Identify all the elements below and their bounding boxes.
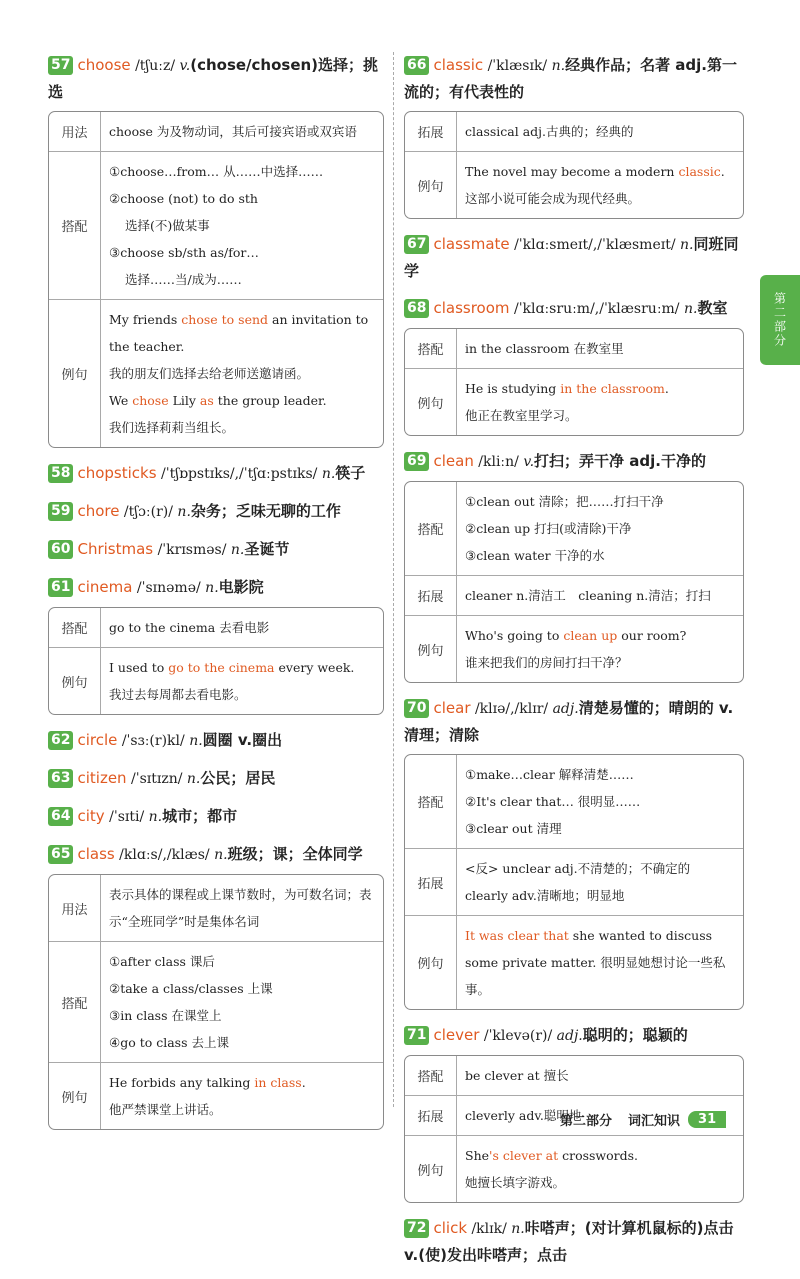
line-text: ④go to class 去上课 [109, 1035, 229, 1050]
entry-part-of-speech: n. [214, 847, 228, 863]
usage-row [49, 112, 383, 151]
entry-number-badge: 61 [48, 578, 73, 597]
usage-table [404, 328, 744, 436]
entry-word: chore [77, 502, 120, 520]
usage-line [465, 1062, 735, 1089]
entry-headword [48, 574, 384, 601]
usage-row-content [457, 329, 743, 368]
line-text-rest: an invitation to the teacher. [109, 312, 369, 354]
line-text: ③clear out 清理 [465, 821, 562, 836]
entry-part-of-speech: n. [148, 809, 163, 825]
highlight-phrase: clean up [563, 628, 618, 643]
vocab-entry [404, 448, 744, 683]
usage-line [109, 1029, 375, 1056]
entry-phonetic: /ˈklɑːsruːm/,/ˈklæsruːm/ [509, 301, 684, 317]
line-text-rest: Lily [168, 393, 200, 408]
line-text: My friends [109, 312, 182, 327]
entry-headword [404, 1215, 744, 1268]
usage-line [465, 542, 735, 569]
entry-word: clever [433, 1026, 480, 1044]
entry-number-badge: 59 [48, 502, 73, 521]
footer-section: 第二部分 [560, 1113, 613, 1129]
usage-line [465, 1169, 735, 1196]
usage-line [465, 815, 735, 842]
usage-row-content [457, 755, 743, 848]
entry-phonetic: /ˈsɪnəmə/ [132, 580, 206, 596]
entry-definition: 聪明的；聪颖的 [582, 1026, 688, 1044]
entry-word: city [77, 807, 105, 825]
line-text: We [109, 393, 133, 408]
line-text-rest: she wanted to discuss some private matter. 很明显她想讨论一些私事。 [465, 928, 726, 997]
entry-part-of-speech: n. [177, 504, 191, 520]
usage-row [405, 1056, 743, 1095]
usage-row-content [457, 849, 743, 915]
line-text: ②clean up 打扫(或清除)干净 [465, 521, 632, 536]
line-text: ③clean water 干净的水 [465, 548, 605, 563]
usage-table [404, 481, 744, 683]
entry-definition: 城市；都市 [162, 807, 238, 825]
usage-row [405, 368, 743, 435]
usage-row-label: 拓展 [405, 1096, 457, 1135]
entry-number-badge: 72 [404, 1219, 429, 1238]
usage-row [49, 299, 383, 447]
entry-part-of-speech: n. [680, 237, 694, 253]
line-text: 我们选择莉莉当组长。 [109, 420, 235, 435]
entry-definition: 圆圈 v.圈出 [202, 731, 283, 749]
vocab-entry [404, 1215, 744, 1268]
entry-phonetic: /tʃuːz/ [130, 58, 180, 74]
usage-line [109, 212, 375, 239]
entry-headword [404, 1022, 744, 1049]
entry-word: Christmas [77, 540, 154, 558]
highlight-phrase: as [199, 393, 214, 408]
usage-row [49, 151, 383, 299]
entry-definition: 经典作品；名著 adj.第一流的；有代表性的 [404, 56, 737, 101]
entry-phonetic: /klɪk/ [467, 1221, 512, 1237]
entry-part-of-speech: adj. [552, 701, 579, 717]
entry-phonetic: /ˈsɜː(r)kl/ [117, 733, 190, 749]
usage-table [48, 111, 384, 448]
usage-row-label: 搭配 [405, 755, 457, 848]
line-text: go to the cinema 去看电影 [109, 620, 270, 635]
line-text: clearly adv.清晰地；明显地 [465, 888, 625, 903]
usage-line [465, 788, 735, 815]
usage-row-content [101, 648, 383, 714]
highlight-phrase: 's clever at [489, 1148, 559, 1163]
usage-row [49, 608, 383, 647]
usage-row-label: 例句 [405, 916, 457, 1009]
entry-headword [48, 460, 384, 487]
usage-row [405, 112, 743, 151]
line-text: ②It's clear that… 很明显…… [465, 794, 641, 809]
usage-table [404, 111, 744, 219]
usage-line [465, 622, 735, 649]
line-text: 表示具体的课程或上课节数时，为可数名词；表示“全班同学”时是集体名词 [109, 887, 372, 929]
usage-row-content [457, 576, 743, 615]
entry-headword [48, 803, 384, 830]
usage-row-label: 例句 [49, 1063, 101, 1129]
vocab-entry [48, 52, 384, 448]
usage-row-label: 搭配 [405, 1056, 457, 1095]
usage-row-label: 搭配 [405, 482, 457, 575]
entry-part-of-speech: n. [511, 1221, 525, 1237]
line-text-rest: the group leader. [213, 393, 327, 408]
entry-phonetic: /ˈklevə(r)/ [479, 1028, 557, 1044]
usage-line [465, 922, 735, 1003]
entry-headword [404, 52, 744, 105]
usage-line [109, 158, 375, 185]
line-text: ①make…clear 解释清楚…… [465, 767, 634, 782]
line-text: <反> unclear adj.不清楚的；不确定的 [465, 861, 691, 876]
usage-row-content [101, 608, 383, 647]
usage-line [465, 649, 735, 676]
usage-row [49, 875, 383, 941]
line-text: cleverly adv.聪明地 [465, 1108, 582, 1123]
entry-word: cinema [77, 578, 133, 596]
usage-row-label: 搭配 [49, 942, 101, 1062]
left-column [48, 52, 384, 1142]
usage-row-content [457, 112, 743, 151]
vocab-entry [404, 695, 744, 1010]
entry-definition: 电影院 [218, 578, 264, 596]
entry-phonetic: /ˈtʃɒpstɪks/,/ˈtʃɑːpstɪks/ [156, 466, 322, 482]
highlight-phrase: chose to send [181, 312, 269, 327]
entry-phonetic: /klɑːs/,/klæs/ [114, 847, 215, 863]
entry-number-badge: 68 [404, 299, 429, 318]
entry-part-of-speech: n. [186, 771, 201, 787]
usage-table [48, 607, 384, 715]
vocab-entry [404, 52, 744, 219]
usage-table [404, 754, 744, 1010]
entry-definition: 筷子 [335, 464, 366, 482]
line-text: 选择(不)做某事 [125, 218, 210, 233]
entry-word: click [433, 1219, 467, 1237]
line-text-rest: our room? [617, 628, 687, 643]
entry-headword [48, 765, 384, 792]
usage-row [49, 941, 383, 1062]
page-footer [560, 1108, 726, 1130]
usage-row [405, 915, 743, 1009]
entry-part-of-speech: n. [205, 580, 219, 596]
highlight-phrase: in the classroom [560, 381, 665, 396]
entry-part-of-speech: v. [523, 454, 535, 470]
line-text: ③choose sb/sth as/for… [109, 245, 259, 260]
entry-part-of-speech: adj. [556, 1028, 583, 1044]
usage-row-content [101, 1063, 383, 1129]
usage-line [109, 239, 375, 266]
usage-line [465, 882, 735, 909]
entry-definition: 公民；居民 [200, 769, 276, 787]
usage-row-content [101, 300, 383, 447]
entry-phonetic: /ˈklɑːsmeɪt/,/ˈklæsmeɪt/ [509, 237, 681, 253]
line-text-rest: crosswords. [558, 1148, 639, 1163]
entry-headword [48, 536, 384, 563]
entry-number-badge: 60 [48, 540, 73, 559]
usage-row-content [457, 152, 743, 218]
vocab-entry [48, 803, 384, 830]
usage-line [465, 118, 735, 145]
usage-row-label: 拓展 [405, 576, 457, 615]
line-text: 选择……当/成为…… [125, 272, 242, 287]
entry-word: citizen [77, 769, 127, 787]
usage-line [109, 185, 375, 212]
line-text: 这部小说可能会成为现代经典。 [465, 191, 641, 206]
line-text: ②take a class/classes 上课 [109, 981, 273, 996]
usage-line [109, 614, 375, 641]
usage-line [465, 582, 735, 609]
entry-number-badge: 69 [404, 452, 429, 471]
usage-row-label: 用法 [49, 112, 101, 151]
line-text: Who's going to [465, 628, 564, 643]
entry-number-badge: 70 [404, 699, 429, 718]
usage-line [109, 654, 375, 681]
vocab-entry [48, 460, 384, 487]
line-text: ③in class 在课堂上 [109, 1008, 222, 1023]
footer-title: 词汇知识 [628, 1113, 681, 1129]
line-text: 谁来把我们的房间打扫干净？ [465, 655, 628, 670]
entry-definition: 杂务；乏味无聊的工作 [190, 502, 341, 520]
usage-row [405, 329, 743, 368]
usage-line [465, 375, 735, 402]
vocab-entry [48, 765, 384, 792]
entry-word: classroom [433, 299, 510, 317]
usage-line [109, 1096, 375, 1123]
line-text-rest: . [664, 381, 669, 396]
entry-headword [404, 231, 744, 284]
line-text: ①after class 课后 [109, 954, 215, 969]
entry-headword [48, 841, 384, 868]
usage-row-content [457, 1136, 743, 1202]
line-text-rest: every week. [274, 660, 355, 675]
line-text: ②choose (not) to do sth [109, 191, 258, 206]
entry-number-badge: 66 [404, 56, 429, 75]
usage-row-content [101, 875, 383, 941]
vocab-entry [48, 574, 384, 715]
highlight-phrase: chose [132, 393, 169, 408]
usage-row [49, 647, 383, 714]
usage-row [405, 1135, 743, 1202]
entry-word: circle [77, 731, 118, 749]
usage-line [109, 414, 375, 441]
entry-definition: 同班同学 [404, 235, 739, 280]
usage-row-content [457, 616, 743, 682]
entry-part-of-speech: n. [551, 58, 566, 74]
usage-row [405, 615, 743, 682]
usage-row-label: 拓展 [405, 112, 457, 151]
entry-part-of-speech: n. [230, 542, 245, 558]
usage-row-content [101, 112, 383, 151]
highlight-phrase: in class [254, 1075, 302, 1090]
usage-line [465, 185, 735, 212]
entry-word: clean [433, 452, 474, 470]
usage-line [465, 515, 735, 542]
vocab-entry [404, 231, 744, 284]
usage-line [465, 761, 735, 788]
section-side-tab[interactable]: 第二部分 [760, 275, 800, 365]
usage-row-content [457, 482, 743, 575]
entry-word: classmate [433, 235, 510, 253]
vocab-entry [404, 295, 744, 436]
entry-headword [48, 498, 384, 525]
usage-row-content [457, 1056, 743, 1095]
usage-row-label: 例句 [405, 369, 457, 435]
usage-row [405, 575, 743, 615]
line-text: 我的朋友们选择去给老师送邀请函。 [109, 366, 310, 381]
usage-row-label: 搭配 [49, 152, 101, 299]
entry-definition: 班级；课；全体同学 [227, 845, 363, 863]
usage-table [48, 874, 384, 1130]
usage-row-content [457, 369, 743, 435]
entry-word: clear [433, 699, 471, 717]
line-text: in the classroom 在教室里 [465, 341, 624, 356]
entry-phonetic: /ˈkrɪsməs/ [153, 542, 231, 558]
entry-definition: 清楚易懂的；晴朗的 v.清理；清除 [404, 699, 734, 744]
usage-row [405, 848, 743, 915]
usage-row [405, 755, 743, 848]
line-text: 她擅长填字游戏。 [465, 1175, 566, 1190]
usage-row-label: 例句 [405, 152, 457, 218]
entry-definition: (chose/chosen)选择；挑选 [48, 56, 379, 101]
usage-row [405, 151, 743, 218]
usage-line [109, 1069, 375, 1096]
usage-row-content [101, 152, 383, 299]
line-text: I used to [109, 660, 169, 675]
usage-line [465, 488, 735, 515]
entry-number-badge: 64 [48, 807, 73, 826]
line-text: choose 为及物动词，其后可接宾语或双宾语 [109, 124, 357, 139]
entry-part-of-speech: n. [189, 733, 203, 749]
usage-line [465, 402, 735, 429]
line-text: 我过去每周都去看电影。 [109, 687, 247, 702]
entry-phonetic: /ˈsɪti/ [104, 809, 149, 825]
entry-headword [48, 52, 384, 105]
vocab-entry [48, 498, 384, 525]
usage-row-label: 拓展 [405, 849, 457, 915]
page-number: 31 [688, 1111, 726, 1128]
usage-row [405, 482, 743, 575]
usage-line [109, 975, 375, 1002]
usage-line [109, 681, 375, 708]
entry-part-of-speech: n. [683, 301, 698, 317]
entry-phonetic: /klɪə/,/klɪr/ [470, 701, 553, 717]
entry-definition: 打扫；弄干净 adj.干净的 [534, 452, 706, 470]
entry-part-of-speech: n. [321, 466, 336, 482]
entry-headword [404, 295, 744, 322]
entry-word: class [77, 845, 115, 863]
entry-part-of-speech: v. [179, 58, 191, 74]
usage-row-label: 例句 [405, 1136, 457, 1202]
entry-number-badge: 71 [404, 1026, 429, 1045]
entry-headword [48, 727, 384, 754]
usage-row-label: 搭配 [49, 608, 101, 647]
entry-phonetic: /kliːn/ [473, 454, 524, 470]
entry-phonetic: /ˈklæsɪk/ [483, 58, 552, 74]
line-text: 他正在教室里学习。 [465, 408, 578, 423]
line-text: The novel may become a modern [465, 164, 679, 179]
line-text: cleaner n.清洁工 cleaning n.清洁；打扫 [465, 588, 711, 603]
entry-phonetic: /tʃɔː(r)/ [119, 504, 178, 520]
line-text: 他严禁课堂上讲话。 [109, 1102, 222, 1117]
line-text: classical adj.古典的；经典的 [465, 124, 634, 139]
vocab-entry [48, 841, 384, 1130]
entry-number-badge: 57 [48, 56, 73, 75]
usage-line [465, 158, 735, 185]
usage-row-label: 用法 [49, 875, 101, 941]
line-text: ①clean out 清除；把……打扫干净 [465, 494, 664, 509]
line-text: She [465, 1148, 490, 1163]
usage-line [109, 266, 375, 293]
entry-definition: 咔嗒声；(对计算机鼠标的)点击 v.(使)发出咔嗒声；点击 [404, 1219, 734, 1264]
usage-line [109, 948, 375, 975]
usage-line [465, 1142, 735, 1169]
column-divider [393, 52, 394, 1107]
entry-headword [404, 695, 744, 748]
line-text: He forbids any talking [109, 1075, 255, 1090]
usage-row-label: 例句 [49, 648, 101, 714]
usage-line [109, 1002, 375, 1029]
entry-phonetic: /ˈsɪtɪzn/ [126, 771, 187, 787]
usage-row-content [457, 916, 743, 1009]
vocab-entry [48, 727, 384, 754]
entry-headword [404, 448, 744, 475]
usage-line [109, 118, 375, 145]
usage-row-content [101, 942, 383, 1062]
right-column [404, 52, 744, 1279]
entry-number-badge: 67 [404, 235, 429, 254]
usage-line [465, 335, 735, 362]
entry-number-badge: 58 [48, 464, 73, 483]
highlight-phrase: go to the cinema [168, 660, 275, 675]
usage-line [109, 306, 375, 360]
entry-word: choose [77, 56, 131, 74]
entry-word: classic [433, 56, 484, 74]
line-text-rest: . [720, 164, 725, 179]
usage-line [109, 387, 375, 414]
usage-line [465, 855, 735, 882]
entry-number-badge: 65 [48, 845, 73, 864]
usage-row-label: 搭配 [405, 329, 457, 368]
usage-line [109, 881, 375, 935]
highlight-phrase: It was clear that [465, 928, 569, 943]
usage-line [109, 360, 375, 387]
line-text: ①choose…from… 从……中选择…… [109, 164, 324, 179]
usage-row [49, 1062, 383, 1129]
entry-definition: 教室 [697, 299, 728, 317]
entry-definition: 圣诞节 [244, 540, 290, 558]
line-text-rest: . [301, 1075, 306, 1090]
entry-number-badge: 62 [48, 731, 73, 750]
vocab-entry [48, 536, 384, 563]
line-text: be clever at 擅长 [465, 1068, 569, 1083]
usage-row-label: 例句 [49, 300, 101, 447]
highlight-phrase: classic [678, 164, 721, 179]
entry-number-badge: 63 [48, 769, 73, 788]
entry-word: chopsticks [77, 464, 157, 482]
line-text: He is studying [465, 381, 561, 396]
usage-row-label: 例句 [405, 616, 457, 682]
